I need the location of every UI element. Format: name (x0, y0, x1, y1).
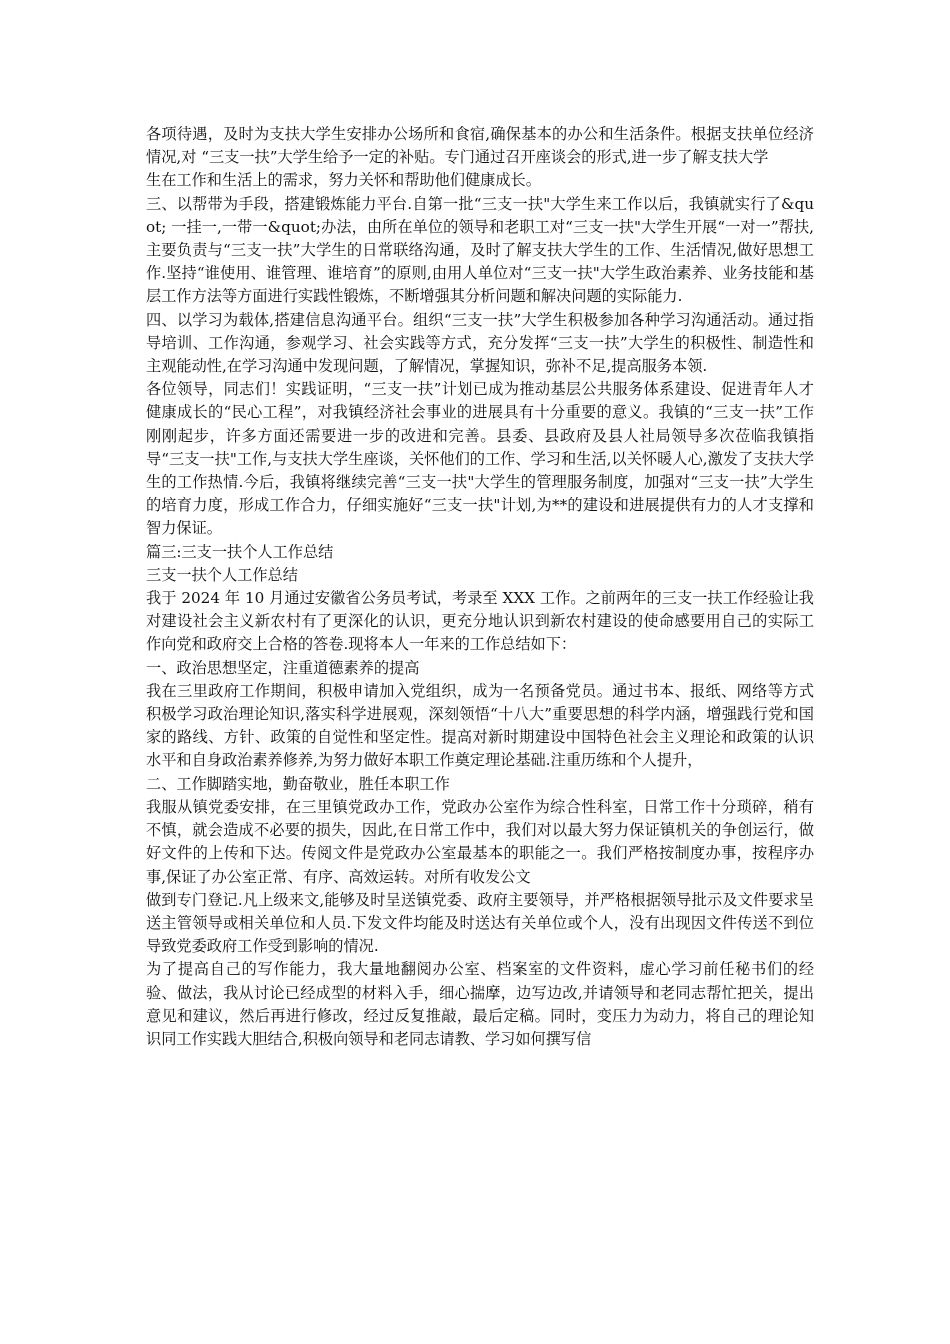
paragraph: 为了提高自己的写作能力，我大量地翻阅办公室、档案室的文件资料，虚心学习前任秘书们的经验、做法，我从讨论已经成型的材料入手，细心揣摩，边写边改,并请领导和老同志帮忙把关，提出意见和建议，然后再进行修改，经过反复推敲，最后定稿。同时，变压力为动力，将自己的理论知识同工作实践大胆结合,积极向领导和老同志请教、学习如何撰写信 (146, 960, 814, 1048)
paragraph: 我服从镇党委安排，在三里镇党政办工作，党政办公室作为综合性科室，日常工作十分琐碎，稍有不慎，就会造成不必要的损失，因此,在日常工作中，我们对以最大努力保证镇机关的争创运行，做好文件的上传和下达。传阅文件是党政办公室最基本的职能之一。我们严格按制度办事，按程序办事,保证了办公室正常、有序、高效运转。对所有收发公文 (146, 797, 814, 886)
document-title: 三支一扶个人工作总结 (146, 565, 298, 584)
paragraph: 三、以帮带为手段，搭建锻炼能力平台.自第一批“三支一扶"大学生来工作以后，我镇就实行了&quot; 一挂一,一带一&quot;办法，由所在单位的领导和老职工对“三支一扶"大学生开展“一对一”帮扶,主要负责与“三支一扶”大学生的日常联络沟通，及时了解支扶大学生的工作、生活情况,做好思想工作.坚持“谁使用、谁管理、谁培育”的原则,由用人单位对“三支一扶"大学生政治素养、业务技能和基层工作方法等方面进行实践性锻炼，不断增强其分析问题和解决问题的实际能力. (146, 194, 814, 306)
paragraph: 各项待遇，及时为支扶大学生安排办公场所和食宿,确保基本的办公和生活条件。根据支扶单位经济情况,对 “三支一扶”大学生给予一定的补贴。专门通过召开座谈会的形式,进一步了解支扶大学 (146, 125, 814, 167)
section-heading: 二、工作脚踏实地，勤奋敬业，胜任本职工作 (146, 774, 450, 793)
paragraph: 四、以学习为载体,搭建信息沟通平台。组织“三支一扶”大学生积极参加各种学习沟通活动。通过指导培训、工作沟通，参观学习、社会实践等方式，充分发挥“三支一扶”大学生的积极性、制造性和主观能动性,在学习沟通中发现问题，了解情况，掌握知识，弥补不足,提高服务本领. (146, 310, 814, 376)
section-title: 篇三:三支一扶个人工作总结 (146, 542, 334, 561)
paragraph: 各位领导，同志们！实践证明，“三支一扶”计划已成为推动基层公共服务体系建设、促进青年人才健康成长的“民心工程”，对我镇经济社会事业的进展具有十分重要的意义。我镇的“三支一扶”工作刚刚起步，许多方面还需要进一步的改进和完善。县委、县政府及县人社局领导多次莅临我镇指导“三支一扶"工作,与支扶大学生座谈，关怀他们的工作、学习和生活,以关怀暖人心,激发了支扶大学生的工作热情.今后，我镇将继续完善“三支一扶"大学生的管理服务制度，加强对“三支一扶”大学生的培育力度，形成工作合力，仔细实施好“三支一扶"计划,为**的建设和进展提供有力的人才支撑和智力保证。 (146, 380, 814, 538)
paragraph: 我于 2024 年 10 月通过安徽省公务员考试，考录至 XXX 工作。之前两年的三支一扶工作经验让我对建设社会主义新农村有了更深化的认识，更充分地认识到新农村建设的使命感要用自己的实际工作向党和政府交上合格的答卷.现将本人一年来的工作总结如下： (146, 589, 814, 654)
paragraph: 做到专门登记.凡上级来文,能够及时呈送镇党委、政府主要领导，并严格根据领导批示及文件要求呈送主管领导或相关单位和人员.下发文件均能及时送达有关单位或个人，没有出现因文件传送不到位导致党委政府工作受到影响的情况. (146, 890, 814, 956)
section-heading: 一、政治思想坚定，注重道德素养的提高 (146, 658, 420, 677)
document-body (146, 123, 814, 1051)
paragraph: 生在工作和生活上的需求，努力关怀和帮助他们健康成长。 (146, 171, 541, 190)
paragraph: 我在三里政府工作期间，积极申请加入党组织，成为一名预备党员。通过书本、报纸、网络等方式积极学习政治理论知识,落实科学进展观，深刻领悟“十八大”重要思想的科学内涵，增强践行党和国家的路线、方针、政策的自觉性和坚定性。提高对新时期建设中国特色社会主义理论和政策的认识水平和自身政治素养修养,为努力做好本职工作奠定理论基础.注重历练和个人提升， (146, 681, 814, 770)
